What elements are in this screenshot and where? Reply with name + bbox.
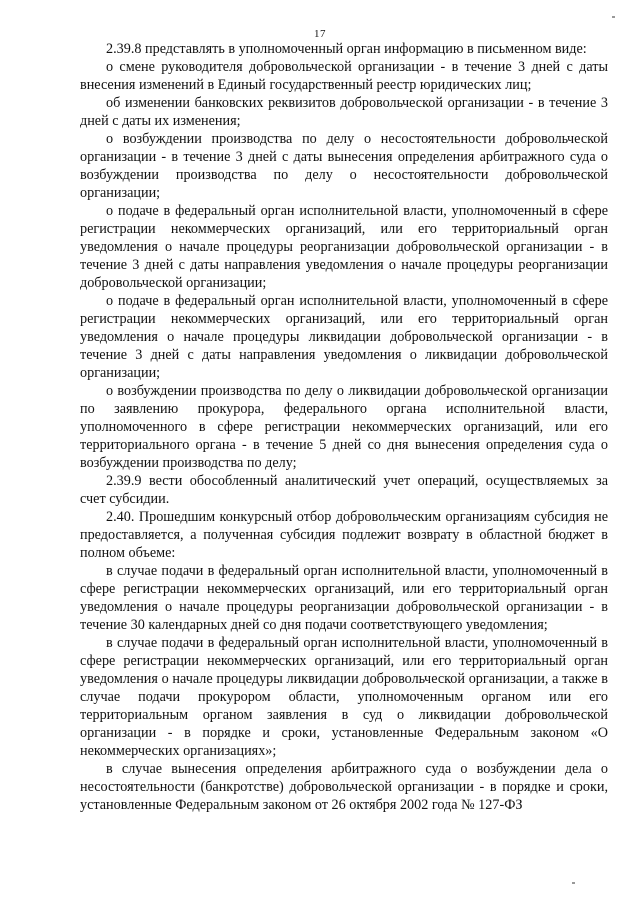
paragraph-head-change: о смене руководителя добровольческой организации - в течение 3 дней с даты внесения изменений в Единый государственный реестр юридических лиц; bbox=[80, 59, 608, 93]
paragraph-case-reorganization: в случае подачи в федеральный орган исполнительной власти, уполномоченный в сфере регистрации некоммерческих организаций, или его территориальный орган уведомления о начале процедуры реорганизации добровольческой организации - в течение 30 календарных дней со дня подачи соответствующего уведомления; bbox=[80, 563, 608, 633]
paragraph-liquidation: о подаче в федеральный орган исполнительной власти, уполномоченный в сфере регистрации некоммерческих организаций, или его территориальный орган уведомления о начале процедуры ликвидации добровольческой организации - в течение 3 дней с даты направления уведомления о ликвидации добровольческой организации; bbox=[80, 293, 608, 381]
paragraph-bank-details: об изменении банковских реквизитов добровольческой организации - в течение 3 дней с даты их изменения; bbox=[80, 95, 608, 129]
paragraph-insolvency: о возбуждении производства по делу о несостоятельности добровольческой организации - в течение 3 дней с даты вынесения определения арбитражного суда о возбуждении производства по делу о несостоятельности добровольческой организации; bbox=[80, 131, 608, 201]
paragraph-2-39-9: 2.39.9 вести обособленный аналитический учет операций, осуществляемых за счет субсидии. bbox=[80, 473, 608, 507]
paragraph-case-liquidation: в случае подачи в федеральный орган исполнительной власти, уполномоченный в сфере регистрации некоммерческих организаций, или его территориальный орган уведомления о начале процедуры ликвидации добровольческой организации, а также в случае подачи прокурором области, уполномоченным органом или его территориальным органом заявления в суд о ликвидации добровольческой организации - в порядке и сроки, установленные Федеральным законом «О некоммерческих организациях»; bbox=[80, 635, 608, 759]
page-number: 17 bbox=[314, 28, 326, 40]
scan-mark-bottom bbox=[572, 882, 575, 884]
paragraph-liquidation-case: о возбуждении производства по делу о ликвидации добровольческой организации по заявлению прокурора, федерального органа исполнительной власти, уполномоченного в сфере регистрации некоммерческих организаций, или его территориального органа - в течение 5 дней со дня вынесения определения суда о возбуждении производства по делу; bbox=[80, 383, 608, 471]
scan-mark-top bbox=[612, 16, 615, 18]
paragraph-reorganization: о подаче в федеральный орган исполнительной власти, уполномоченный в сфере регистрации некоммерческих организаций, или его территориальный орган уведомления о начале процедуры реорганизации добровольческой организации - в течение 3 дней с даты направления уведомления о начале процедуры реорганизации добровольческой организации; bbox=[80, 203, 608, 291]
paragraph-2-39-8: 2.39.8 представлять в уполномоченный орган информацию в письменном виде: bbox=[106, 41, 587, 57]
paragraph-2-40: 2.40. Прошедшим конкурсный отбор добровольческим организациям субсидия не предоставляется, а полученная субсидия подлежит возврату в областной бюджет в полном объеме: bbox=[80, 509, 608, 561]
paragraph-case-bankruptcy: в случае вынесения определения арбитражного суда о возбуждении дела о несостоятельности (банкротстве) добровольческой организации - в порядке и сроки, установленные Федеральным законом от 26 октября 2002 года № 127-ФЗ bbox=[80, 761, 608, 813]
document-body bbox=[80, 40, 608, 814]
